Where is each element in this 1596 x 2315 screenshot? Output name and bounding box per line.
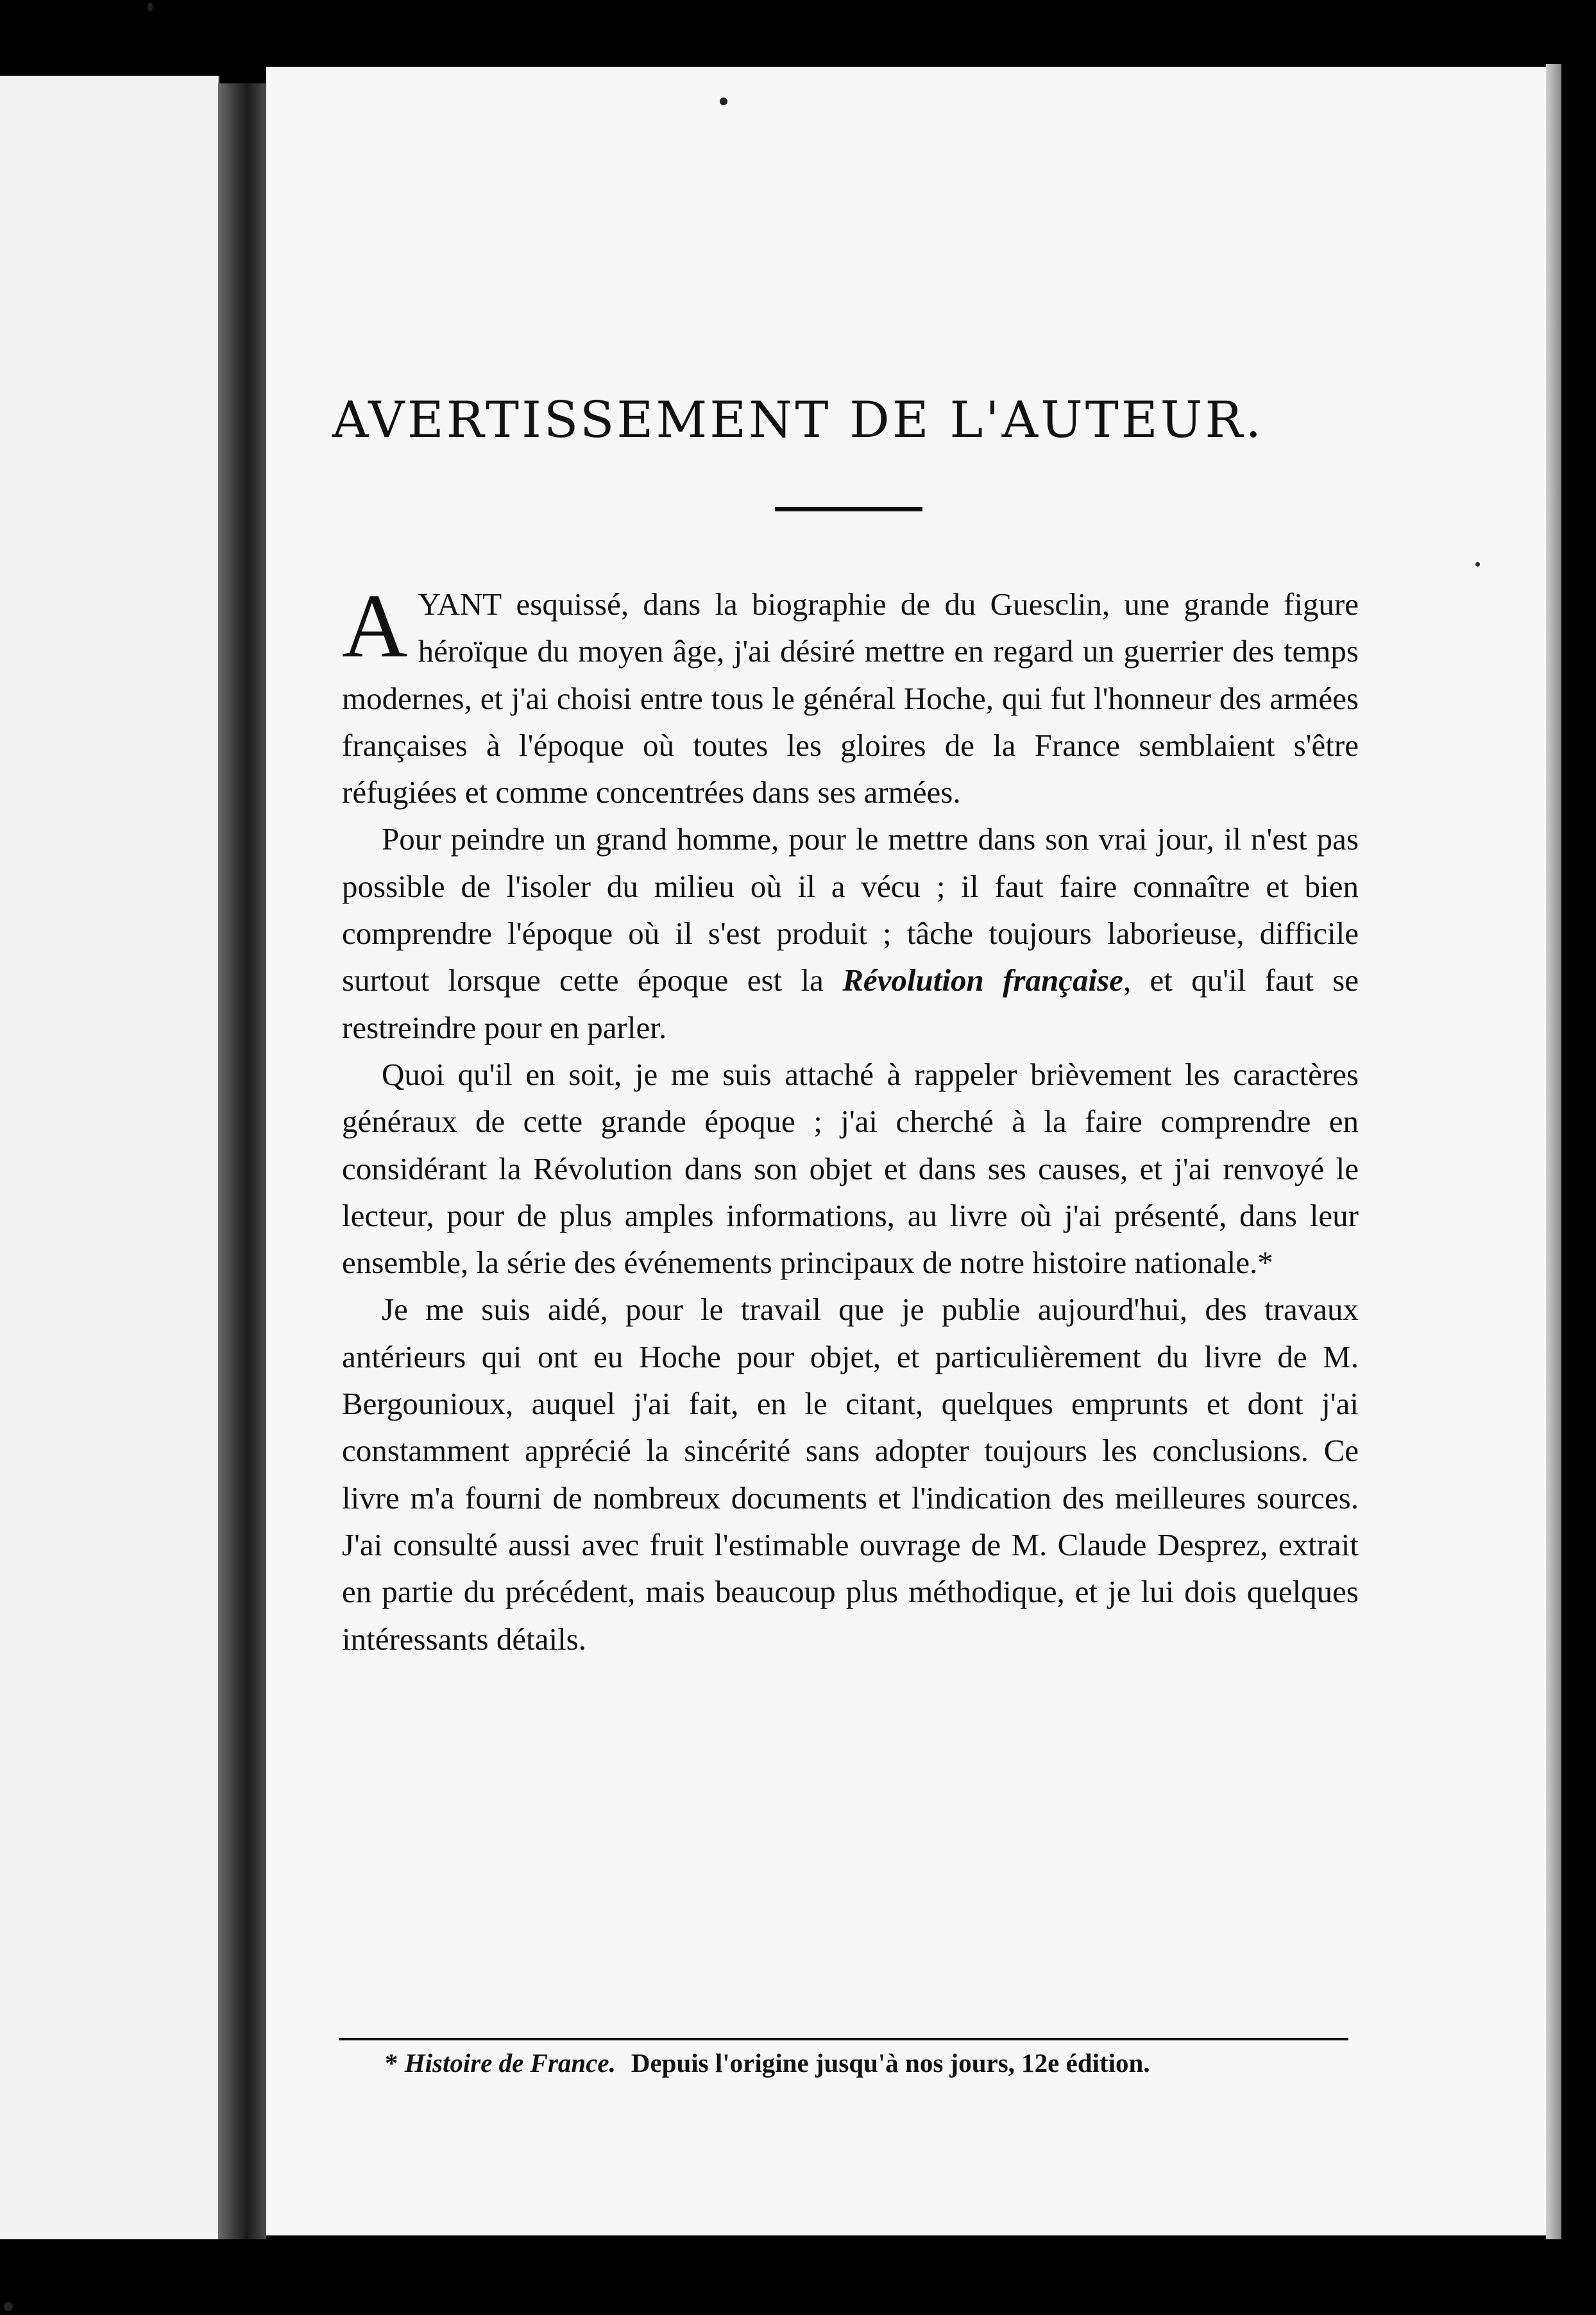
scan-speck: [1475, 562, 1480, 567]
scan-speck: [4, 2302, 13, 2311]
paragraph-2-text-before: Pour peindre un grand homme, pour le mettre dans son vrai jour, il n'est pas possible de l'isoler du milieu où il a vécu ; il faut faire connaître et bien comprendre l'époque où il s'est produit ; tâche toujours laborieuse, difficile surtout lorsque cette époque est la: [342, 821, 1359, 998]
paragraph-2: [342, 816, 1359, 1050]
footnote-text: Depuis l'origine jusqu'à nos jours, 12e édition.: [631, 2048, 1150, 2078]
paragraph-2-emphasis: Révolution française: [842, 962, 1123, 998]
page-title: AVERTISSEMENT DE L'AUTEUR.: [332, 391, 1264, 449]
scan-speck: [720, 98, 727, 105]
paragraph-3: Quoi qu'il en soit, je me suis attaché à rappeler brièvement les caractères généraux de cette grande époque ; j'ai cherché à la faire comprendre en considérant la Révolution dans son objet et dans ses causes, et j'ai renvoyé le lecteur, pour de plus amples informations, au livre où j'ai présenté, dans leur ensemble, la série des événements principaux de notre histoire nationale.*: [342, 1056, 1359, 1281]
page-edge-shadow: [1546, 64, 1561, 2239]
drop-cap: A: [342, 575, 408, 676]
title-divider: [775, 507, 922, 511]
footnote-divider: [339, 2038, 1348, 2040]
paragraph-1: [342, 575, 1359, 816]
footnote: [385, 2044, 1411, 2082]
scan-speck: [148, 3, 153, 12]
paragraph-4: Je me suis aidé, pour le travail que je publie aujourd'hui, des travaux antérieurs qui ont eu Hoche pour objet, et particulièrement du livre de M. Bergounioux, auquel j'ai fait, en le citant, quelques emprunts et dont j'ai constamment apprécié la sincérité sans adopter toujours les conclusions. Ce livre m'a fourni de nombreux documents et l'indication des meilleures sources. J'ai consulté aussi avec fruit l'estimable ouvrage de M. Claude Desprez, extrait en partie du précédent, mais beaucoup plus méthodique, et je lui dois quelques intéressants détails.: [342, 1292, 1359, 1657]
paragraph-2-text-after: , et qu'il faut se restreindre pour en parler.: [342, 962, 1359, 1045]
footnote-title: Histoire de France.: [404, 2048, 616, 2078]
paragraph-1-text: esquissé, dans la biographie de du Guesclin, une grande figure héroïque du moyen âge, j'ai désiré mettre en regard un guerrier des temps modernes, et j'ai choisi entre tous le général Hoche, qui fut l'honneur des armées françaises à l'époque où toutes les gloires de la France semblaient s'être réfugiées et comme concentrées dans ses armées.: [342, 586, 1359, 810]
body-text: [342, 575, 1359, 1662]
paragraph-1-lead: YANT: [418, 586, 502, 622]
footnote-marker: *: [385, 2048, 398, 2078]
